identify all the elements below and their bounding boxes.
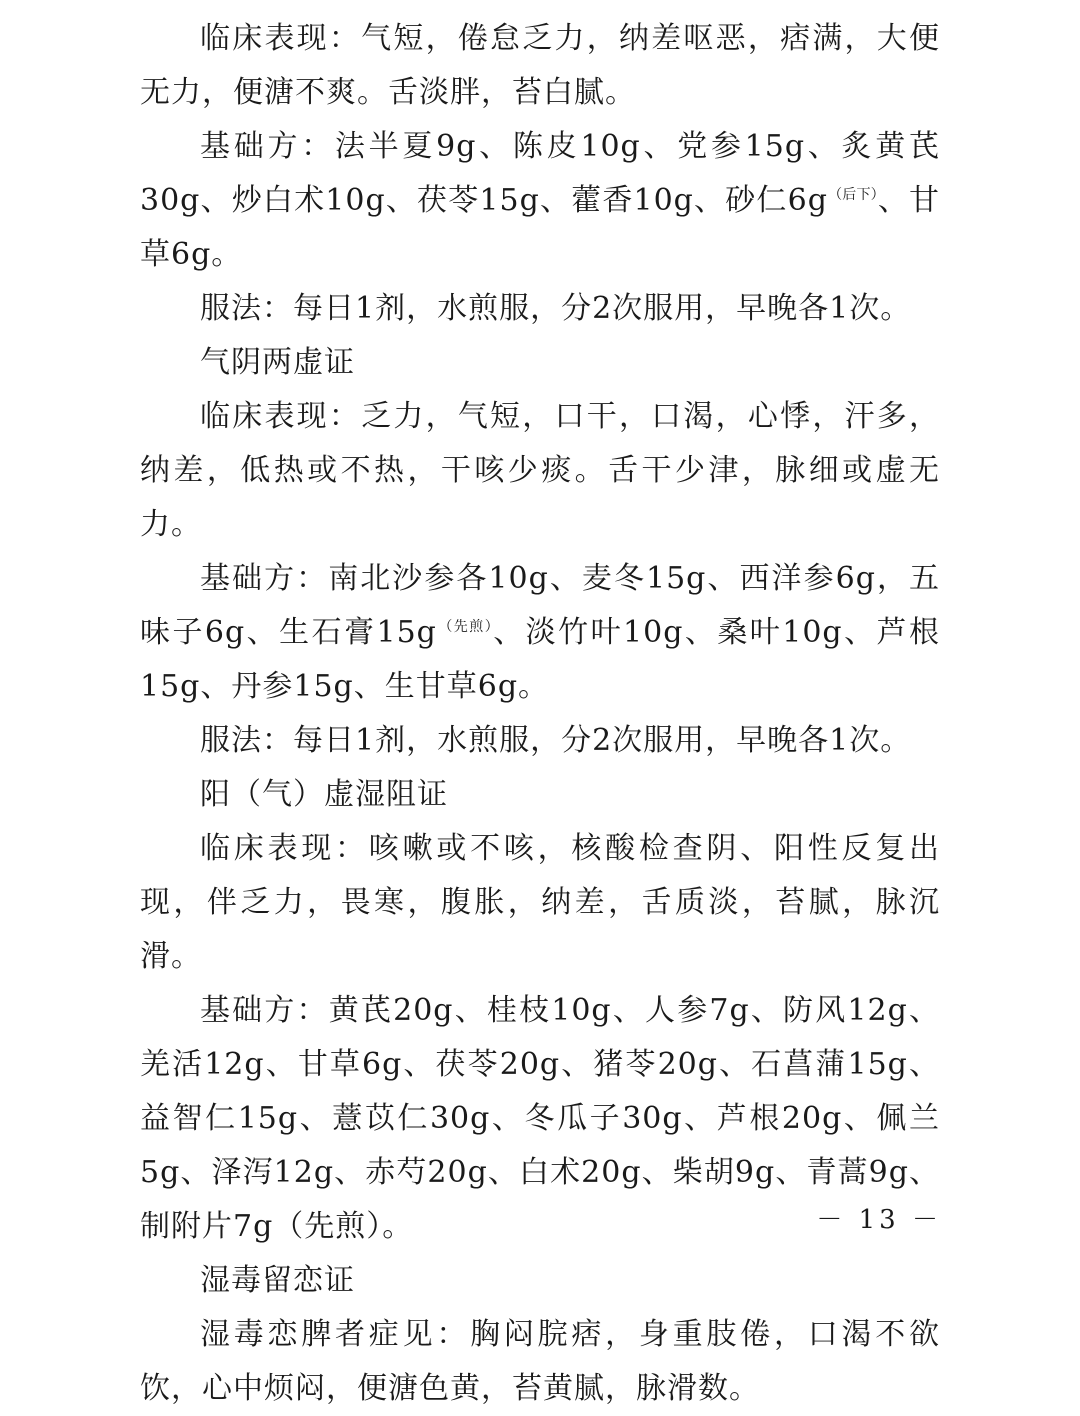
section-heading: 阳（气）虚湿阻证 <box>200 777 448 812</box>
description-paragraph: 湿毒恋脾者症见：胸闷脘痞，身重肢倦，口渴不欲饮，心中烦闷，便溏色黄，苔黄腻，脉滑数。 <box>140 1317 940 1406</box>
formula-text: 基础方：南北沙参各10g、麦冬15g、西洋参6g，五味子6g、生石膏15g <box>140 561 940 650</box>
formula-paragraph <box>140 552 940 714</box>
symptoms-paragraph: 临床表现：咳嗽或不咳，核酸检查阴、阳性反复出现，伴乏力，畏寒，腹胀，纳差，舌质淡，苔腻，脉沉滑。 <box>140 831 940 974</box>
formula-paragraph: 基础方：黄芪20g、桂枝10g、人参7g、防风12g、羌活12g、甘草6g、茯苓20g、猪苓20g、石菖蒲15g、益智仁15g、薏苡仁30g、冬瓜子30g、芦根20g、佩兰5g、泽泻12g、赤芍20g、白术20g、柴胡9g、青蒿9g、制附片7g（先煎）。 <box>140 993 940 1244</box>
section-heading: 气阴两虚证 <box>200 345 355 380</box>
page-number: － 13 － <box>816 1205 942 1235</box>
usage-paragraph: 服法：每日1剂，水煎服，分2次服用，早晚各1次。 <box>200 723 912 758</box>
symptoms-paragraph: 临床表现：气短，倦怠乏力，纳差呕恶，痞满，大便无力，便溏不爽。舌淡胖，苔白腻。 <box>140 21 940 110</box>
formula-paragraph <box>140 120 940 282</box>
symptoms-paragraph: 临床表现：乏力，气短，口干，口渴，心悸，汗多，纳差，低热或不热，干咳少痰。舌干少津，脉细或虚无力。 <box>140 399 940 542</box>
formula-text-end: 、淡竹叶10g、桑叶10g、芦根15g、丹参15g、生甘草6g。 <box>140 615 940 704</box>
formula-text-end: 、甘草6g。 <box>140 183 941 272</box>
formula-text: 基础方：法半夏9g、陈皮10g、党参15g、炙黄芪30g、炒白术10g、茯苓15g、藿香10g、砂仁6g <box>140 129 940 218</box>
section-heading: 湿毒留恋证 <box>200 1263 355 1298</box>
usage-paragraph: 服法：每日1剂，水煎服，分2次服用，早晚各1次。 <box>200 291 912 326</box>
formula-annotation: （后下） <box>827 187 878 203</box>
formula-annotation: （先煎） <box>436 619 494 635</box>
